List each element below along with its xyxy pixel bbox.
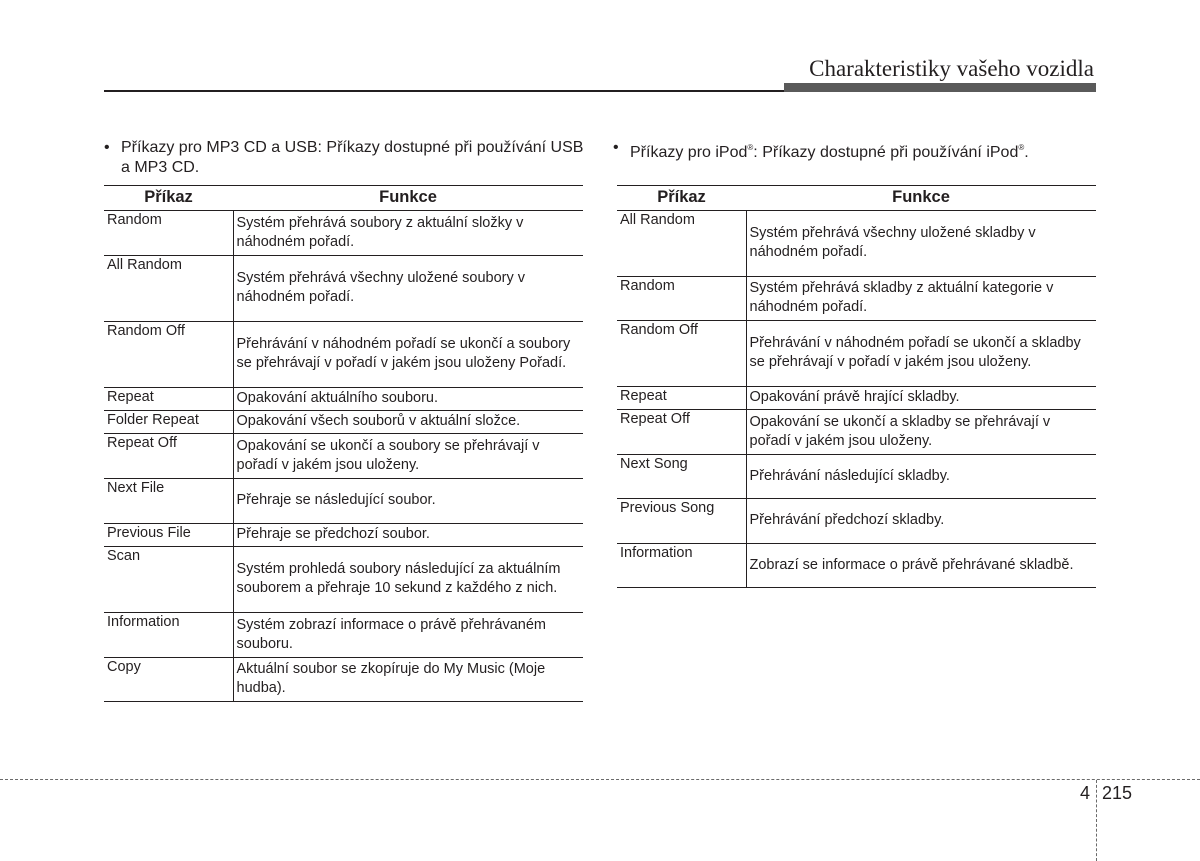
chapter-number: 4: [1080, 783, 1091, 803]
bullet-icon: •: [104, 139, 110, 156]
command-description: Opakování se ukončí a skladby se přehrávají v pořadí v jakém jsou uloženy.: [746, 410, 1096, 455]
command-name: Repeat Off: [104, 434, 233, 479]
table-row: [104, 322, 583, 388]
table-row: [104, 256, 583, 322]
table-row: [104, 434, 583, 479]
table-row: [104, 411, 583, 434]
command-description: Systém přehrává všechny uložené skladby v náhodném pořadí.: [746, 211, 1096, 277]
page-header-title: Charakteristiky vašeho vozidla: [809, 56, 1094, 81]
command-name: Information: [617, 544, 746, 588]
page-number: 215: [1102, 783, 1133, 803]
right-col-header-command: Příkaz: [617, 186, 746, 211]
footer-dashed-divider: [1096, 780, 1097, 861]
command-description: Přehraje se předchozí soubor.: [233, 524, 583, 547]
command-description: Zobrazí se informace o právě přehrávané skladbě.: [746, 544, 1096, 588]
table-row: [617, 410, 1096, 455]
footer-dashed-rule: [0, 779, 1200, 780]
registered-mark: ®: [1018, 143, 1025, 152]
command-name: Previous File: [104, 524, 233, 547]
command-description: Opakování všech souborů v aktuální složce.: [233, 411, 583, 434]
command-description: Aktuální soubor se zkopíruje do My Music (Moje hudba).: [233, 658, 583, 702]
command-name: Next File: [104, 479, 233, 524]
right-intro-text: Příkazy pro iPod®: Příkazy dostupné při používání iPod®.: [630, 143, 1029, 161]
table-row: [104, 613, 583, 658]
command-name: Previous Song: [617, 499, 746, 544]
header-rule: [104, 90, 784, 92]
command-description: Systém přehrává soubory z aktuální složky v náhodném pořadí.: [233, 211, 583, 256]
command-name: Next Song: [617, 455, 746, 499]
command-description: Systém přehrává skladby z aktuální kategorie v náhodném pořadí.: [746, 277, 1096, 321]
table-row: [104, 388, 583, 411]
left-col-header-function: Funkce: [233, 186, 583, 211]
command-name: Random: [617, 277, 746, 321]
command-description: Přehrávání v náhodném pořadí se ukončí a soubory se přehrávají v pořadí v jakém jsou uloženy Pořadí.: [233, 322, 583, 388]
command-name: Random: [104, 211, 233, 256]
command-description: Opakování se ukončí a soubory se přehrávají v pořadí v jakém jsou uloženy.: [233, 434, 583, 479]
table-row: [104, 658, 583, 702]
left-intro: [104, 138, 586, 178]
right-col-header-function: Funkce: [746, 186, 1096, 211]
command-name: All Random: [104, 256, 233, 322]
command-description: Přehrávání následující skladby.: [746, 455, 1096, 499]
command-name: Repeat: [617, 387, 746, 410]
table-row: [104, 524, 583, 547]
right-command-table: [617, 185, 1096, 588]
table-row: [104, 211, 583, 256]
header-rule-accent: [784, 83, 1096, 92]
right-intro: [613, 138, 1103, 163]
left-col-header-command: Příkaz: [104, 186, 233, 211]
table-row: [104, 479, 583, 524]
command-description: Systém zobrazí informace o právě přehrávaném souboru.: [233, 613, 583, 658]
command-name: Scan: [104, 547, 233, 613]
table-row: [104, 547, 583, 613]
command-name: All Random: [617, 211, 746, 277]
command-name: Folder Repeat: [104, 411, 233, 434]
table-row: [617, 277, 1096, 321]
table-row: [617, 211, 1096, 277]
command-description: Opakování právě hrající skladby.: [746, 387, 1096, 410]
command-name: Copy: [104, 658, 233, 702]
command-description: Přehrávání předchozí skladby.: [746, 499, 1096, 544]
command-description: Systém prohledá soubory následující za aktuálním souborem a přehraje 10 sekund z každého z nich.: [233, 547, 583, 613]
registered-mark: ®: [747, 143, 754, 152]
table-row: [617, 387, 1096, 410]
command-name: Repeat: [104, 388, 233, 411]
command-description: Přehraje se následující soubor.: [233, 479, 583, 524]
command-name: Repeat Off: [617, 410, 746, 455]
command-name: Random Off: [104, 322, 233, 388]
command-description: Systém přehrává všechny uložené soubory v náhodném pořadí.: [233, 256, 583, 322]
command-name: Information: [104, 613, 233, 658]
command-description: Opakování aktuálního souboru.: [233, 388, 583, 411]
table-row: [617, 321, 1096, 387]
left-intro-text: Příkazy pro MP3 CD a USB: Příkazy dostupné při používání USB a MP3 CD.: [121, 139, 584, 176]
left-command-table: [104, 185, 583, 702]
table-row: [617, 499, 1096, 544]
bullet-icon: •: [613, 139, 619, 156]
command-description: Přehrávání v náhodném pořadí se ukončí a skladby se přehrávají v pořadí v jakém jsou uloženy.: [746, 321, 1096, 387]
table-row: [617, 544, 1096, 588]
table-row: [617, 455, 1096, 499]
command-name: Random Off: [617, 321, 746, 387]
